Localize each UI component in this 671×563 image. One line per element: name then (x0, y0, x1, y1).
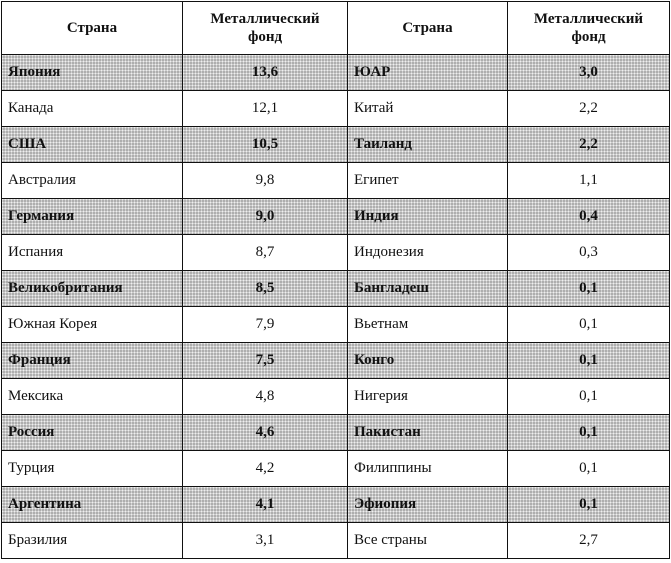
left-value-cell: 4,8 (183, 379, 348, 415)
right-value-cell: 0,1 (508, 379, 670, 415)
table-row (2, 343, 670, 379)
left-value-cell: 12,1 (183, 91, 348, 127)
left-value-cell: 4,6 (183, 415, 348, 451)
table-header-row (2, 2, 670, 55)
table-row (2, 487, 670, 523)
left-value-cell: 4,2 (183, 451, 348, 487)
right-country-cell: Бангладеш (348, 271, 508, 307)
header-fund-right-line2: фонд (571, 29, 606, 45)
table-row (2, 55, 670, 91)
left-country-cell: Аргентина (2, 487, 183, 523)
left-value-cell: 7,9 (183, 307, 348, 343)
table-row (2, 235, 670, 271)
right-value-cell: 0,1 (508, 415, 670, 451)
header-country-left: Страна (2, 2, 183, 55)
right-value-cell: 1,1 (508, 163, 670, 199)
metal-fund-table-container (1, 1, 669, 561)
table-row (2, 523, 670, 559)
left-value-cell: 9,0 (183, 199, 348, 235)
left-country-cell: Южная Корея (2, 307, 183, 343)
left-value-cell: 4,1 (183, 487, 348, 523)
header-fund-right (508, 2, 670, 55)
table-row (2, 199, 670, 235)
left-country-cell: Испания (2, 235, 183, 271)
left-country-cell: Великобритания (2, 271, 183, 307)
left-country-cell: Франция (2, 343, 183, 379)
left-value-cell: 3,1 (183, 523, 348, 559)
left-value-cell: 10,5 (183, 127, 348, 163)
right-country-cell: Вьетнам (348, 307, 508, 343)
left-country-cell: Мексика (2, 379, 183, 415)
left-country-cell: Япония (2, 55, 183, 91)
right-value-cell: 0,1 (508, 451, 670, 487)
right-country-cell: Пакистан (348, 415, 508, 451)
right-country-cell: Индия (348, 199, 508, 235)
table-body (2, 55, 670, 559)
left-value-cell: 7,5 (183, 343, 348, 379)
right-country-cell: Все страны (348, 523, 508, 559)
header-fund-left-line1: Металлический (210, 11, 320, 27)
right-value-cell: 0,3 (508, 235, 670, 271)
right-country-cell: Египет (348, 163, 508, 199)
right-country-cell: Нигерия (348, 379, 508, 415)
table-row (2, 127, 670, 163)
right-value-cell: 0,1 (508, 343, 670, 379)
right-country-cell: Индонезия (348, 235, 508, 271)
left-country-cell: Германия (2, 199, 183, 235)
right-value-cell: 2,7 (508, 523, 670, 559)
table-row (2, 163, 670, 199)
table-row (2, 451, 670, 487)
left-country-cell: Бразилия (2, 523, 183, 559)
right-value-cell: 0,1 (508, 487, 670, 523)
left-value-cell: 8,7 (183, 235, 348, 271)
left-value-cell: 8,5 (183, 271, 348, 307)
left-value-cell: 9,8 (183, 163, 348, 199)
table-row (2, 379, 670, 415)
left-country-cell: США (2, 127, 183, 163)
right-country-cell: Филиппины (348, 451, 508, 487)
right-country-cell: Таиланд (348, 127, 508, 163)
left-country-cell: Канада (2, 91, 183, 127)
table-row (2, 307, 670, 343)
header-fund-left (183, 2, 348, 55)
header-country-right: Страна (348, 2, 508, 55)
right-country-cell: Конго (348, 343, 508, 379)
table-row (2, 415, 670, 451)
right-value-cell: 0,1 (508, 271, 670, 307)
left-country-cell: Турция (2, 451, 183, 487)
left-country-cell: Австралия (2, 163, 183, 199)
right-country-cell: Эфиопия (348, 487, 508, 523)
header-fund-left-line2: фонд (247, 29, 283, 45)
right-value-cell: 0,1 (508, 307, 670, 343)
right-value-cell: 3,0 (508, 55, 670, 91)
table-row (2, 91, 670, 127)
table-row (2, 271, 670, 307)
right-value-cell: 2,2 (508, 127, 670, 163)
left-country-cell: Россия (2, 415, 183, 451)
left-value-cell: 13,6 (183, 55, 348, 91)
header-fund-right-line1: Металлический (533, 11, 644, 27)
right-country-cell: Китай (348, 91, 508, 127)
right-value-cell: 0,4 (508, 199, 670, 235)
metal-fund-table (1, 1, 670, 559)
right-country-cell: ЮАР (348, 55, 508, 91)
right-value-cell: 2,2 (508, 91, 670, 127)
